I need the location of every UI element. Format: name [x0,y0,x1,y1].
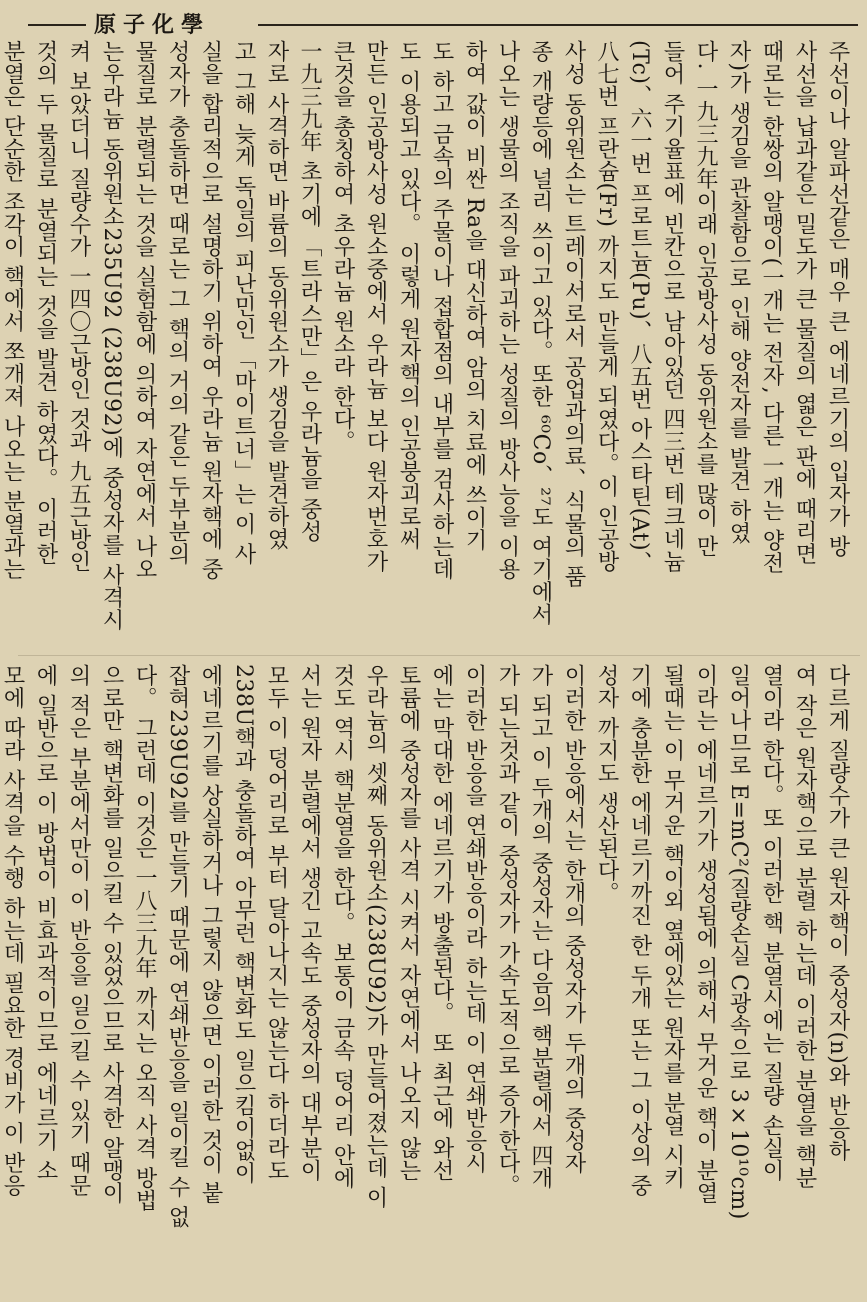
text-column: 켜 보았더니 질량수가 一四〇근방인 것과 九五근방인 [66,40,91,573]
text-column: 열이라 한다。또 이러한 핵 분열시에는 질량 손실이 [759,664,784,1182]
header-title: 原子化學 [94,12,211,38]
text-column: 다. 一九三九年이래 인공방사성 동위원소를 많이 만 [693,40,718,558]
text-column: 잡혀239U92를 만들기 때문에 연쇄반응을 일이킬 수 없 [165,664,190,1228]
text-column: 자로 사격하면 바륨의 동위원소가 생김을 발견하였 [264,40,289,550]
text-column: 우라늄의 셋째 동위원소(238U92)가 만들어졌는데 이 [363,664,388,1209]
text-column: 238U핵과 충돌하여 아무런 핵변화도 일으킴이없이 [231,664,256,1185]
text-column: 一九三九年 초기에 「트라스만」은 우라늄을 중성 [297,40,322,543]
text-column: 의 적은 부분에서만이 이 반응을 일으킬 수 있기 때문 [66,664,91,1197]
text-column: 자)가 생김을 관찰함으로 인해 양전자를 발견 하였 [726,40,751,545]
text-column: 종 개량등에 널리 쓰이고 있다。또한 ⁶⁰Co、²⁷도 여기에서 [528,40,553,626]
text-column: 기에 충분한 에네르기까진 한 두개 또는 그 이상의 중 [627,664,652,1197]
text-column: 도 이용되고 있다。 이렇게 원자핵의 인공붕괴로써 [396,40,421,550]
text-column: 서는 원자 분렬에서 생긴 고속도 중성자의 대부분이 [297,664,322,1182]
text-column: 들어 주기율표에 빈칸으로 남아있던 四三번 테크네늄 [660,40,685,573]
text-column: 때로는 한쌍의 알맹이(一개는 전자, 다른 一개는 양전 [759,40,784,575]
text-column: 가 되는것과 같이 중성자가 가속도적으로 증가한다。 [495,664,520,1197]
text-column: 나오는 생물의 조직을 파괴하는 성질의 방사능을 이용 [495,40,520,580]
text-column: 이라는 에네르기가 생성됨에 의해서 무거운 핵이 분열 [693,664,718,1204]
text-column: 에네르기를 상실하거나 그렇지 않으면 이러한 것이 붙 [198,664,223,1204]
text-column: 하여 값이 비싼 Ra을 대신하여 암의 치료에 쓰이기 [462,40,487,552]
text-column: 八七번 프란슘(Fr) 까지도 만들게 되였다。이 인공방 [594,40,619,573]
text-column: 큰것을 총칭하여 초우라늄 원소라 한다。 [330,40,355,453]
text-column: 것의 두 물질로 분열되는 것을 발견 하였다。 이러한 [33,40,58,565]
text-column: 모두 이 덩어리로 부터 달아나지는 않는다 하더라도 [264,664,289,1182]
text-column: 도 하고 금속의 주물이나 접합점의 내부를 검사하는데 [429,40,454,580]
text-column: 성자 까지도 생산된다。 [594,664,619,904]
text-column: 가 되고 이 두개의 중성자는 다음의 핵분렬에서 四개 [528,664,553,1189]
header-rule-right [258,24,858,26]
text-column: 것도 역시 핵분열을 한다。 보통이 금속 덩어리 안에 [330,664,355,1189]
text-column: 만든 인공방사성 원소중에서 우라늄 보다 원자번호가 [363,40,388,573]
text-column: 사성 동위원소는 트레이서로서 공업과의료、식물의 품 [561,40,586,588]
text-column: 다。 그런데 이것은 一八三九年 까지는 오직 사격 방법 [132,664,157,1212]
text-column: 될때는 이 무거운 핵이외 옆에있는 원자를 분열 시키 [660,664,685,1189]
text-column: 에 일반으로 이 방법이 비효과적이므로 에네르기 소 [33,664,58,1182]
text-column: 모에 따라 사격을 수행 하는데 필요한 경비가 이 반응 [0,664,25,1197]
text-column: 일어나므로 E=mC²(질량손실 C광속으로 3×10¹⁰cm) [726,664,751,1220]
top-text-block [0,40,854,652]
text-column: 사선을 납과같은 밀도가 큰 물질의 엷은 판에 때리면 [792,40,817,565]
text-column: 다르게 질량수가 큰 원자핵이 중성자(n)와 반응하 [825,664,850,1162]
running-header [28,8,858,42]
text-column: 여 작은 원자핵으로 분렬 하는데 이러한 분열을 핵분 [792,664,817,1189]
text-column: 으로만 핵변화를 일으킬 수 있었으므로 사격한 알맹이 [99,664,124,1204]
text-column: 는우라늄 동위원소235U92 (238U92)에 중성자를 사격시 [99,40,124,632]
text-column: 이러한 반응에서는 한개의 중성자가 두개의 중성자 [561,664,586,1174]
text-column: 물질로 분렬되는 것을 실험함에 의하여 자연에서 나오 [132,40,157,580]
text-column: 토륨에 중성자를 사격 시켜서 자연에서 나오지 않는 [396,664,421,1182]
block-divider [18,655,860,656]
text-column: 에는 막대한 에네르기가 방출된다。 또 최근에 와선 [429,664,454,1182]
text-column: 성자가 충돌하면 때로는 그 핵의 거의 같은 두부분의 [165,40,190,565]
text-column: 이러한 반응을 연쇄반응이라 하는데 이 연쇄반응시 [462,664,487,1174]
text-column: (Tc)、六一번 프로트늄(Pu)、八五번 아스타틴(At)、 [627,40,652,574]
text-column: 실을 합리적으로 설명하기 위하여 우라늄 원자핵에 중 [198,40,223,580]
bottom-text-block [0,664,854,1292]
text-column: 주선이나 알파선같은 매우 큰 에네르기의 입자가 방 [825,40,850,558]
header-rule-left [28,24,86,26]
text-column: 고 그해 늦게 독일의 피난민인 「마이트너」는 이 사 [231,40,256,565]
text-column: 분열은 단순한 조각이 핵에서 쪼개져 나오는 분열과는 [0,40,25,580]
